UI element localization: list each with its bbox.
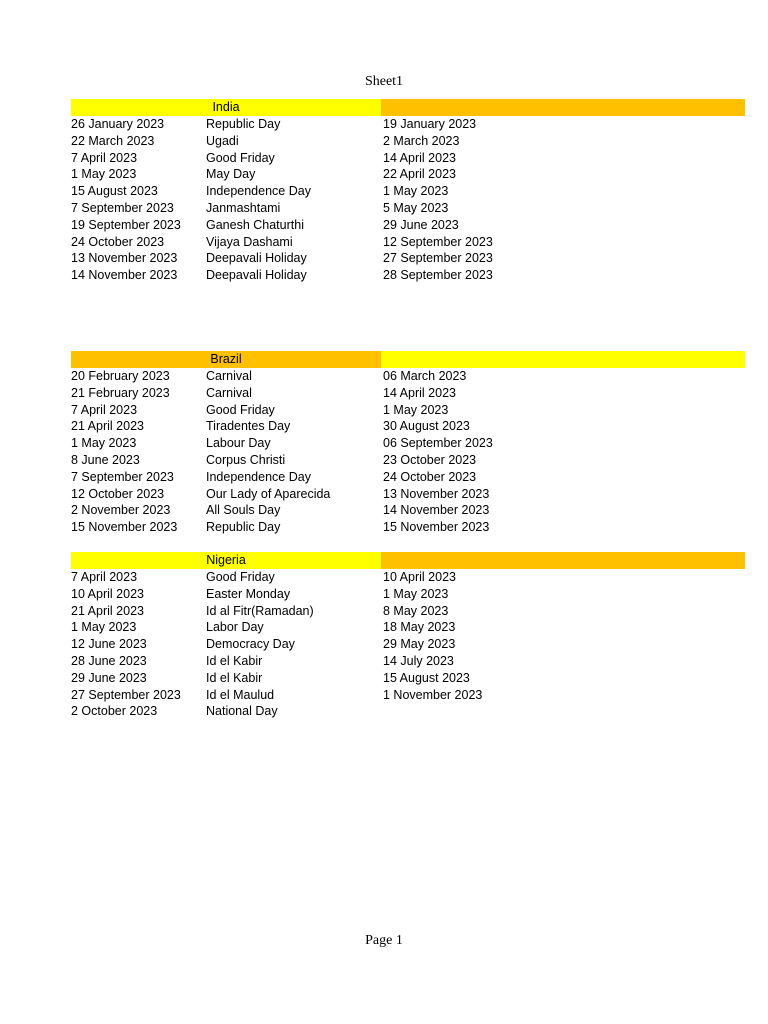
holiday-name-cell[interactable]: Labor Day: [206, 620, 264, 635]
table-row: [71, 586, 745, 603]
alt-date-cell[interactable]: 10 April 2023: [383, 570, 456, 584]
table-row: [71, 636, 745, 653]
alt-date-cell[interactable]: 29 June 2023: [383, 217, 459, 232]
holiday-name-cell[interactable]: Good Friday: [206, 570, 275, 584]
table-row: [71, 200, 745, 217]
holiday-date-cell[interactable]: 22 March 2023: [71, 133, 155, 148]
holiday-name-cell[interactable]: Deepavali Holiday: [206, 268, 307, 283]
holiday-name-cell[interactable]: Id al Fitr(Ramadan): [206, 603, 314, 618]
holiday-date-cell[interactable]: 27 September 2023: [71, 687, 181, 702]
section-brazil: [71, 351, 745, 536]
alt-date-cell[interactable]: 1 May 2023: [383, 184, 449, 199]
sheet-title: Sheet1: [364, 74, 404, 89]
holiday-name-cell[interactable]: Vijaya Dashami: [206, 234, 293, 249]
holiday-rows: [71, 116, 745, 284]
holiday-date-cell[interactable]: 14 November 2023: [71, 268, 178, 283]
country-label: Nigeria: [206, 553, 246, 567]
holiday-date-cell[interactable]: 29 June 2023: [71, 670, 147, 685]
holiday-date-cell[interactable]: 19 September 2023: [71, 217, 181, 232]
holiday-name-cell[interactable]: Republic Day: [206, 117, 281, 131]
holiday-name-cell[interactable]: Good Friday: [206, 150, 275, 165]
alt-date-cell[interactable]: 27 September 2023: [383, 251, 493, 266]
holiday-name-cell[interactable]: Janmashtami: [206, 200, 281, 215]
alt-date-cell[interactable]: 28 September 2023: [383, 268, 493, 283]
table-row: [71, 469, 745, 486]
alt-date-cell[interactable]: 1 May 2023: [383, 402, 449, 417]
holiday-date-cell[interactable]: 13 November 2023: [71, 251, 178, 266]
alt-date-cell[interactable]: 23 October 2023: [383, 452, 477, 467]
holiday-date-cell[interactable]: 1 May 2023: [71, 167, 137, 182]
holiday-rows: [71, 569, 745, 720]
holiday-date-cell[interactable]: 7 April 2023: [71, 150, 138, 165]
holiday-rows: [71, 368, 745, 536]
section-header: [71, 552, 745, 569]
section-nigeria: [71, 552, 745, 720]
alt-date-cell[interactable]: 1 May 2023: [383, 586, 449, 601]
alt-date-cell[interactable]: 15 August 2023: [383, 670, 470, 685]
alt-date-cell[interactable]: 24 October 2023: [383, 469, 477, 484]
header-right-cell[interactable]: [381, 351, 745, 368]
holiday-name-cell[interactable]: May Day: [206, 167, 256, 182]
alt-date-cell[interactable]: 18 May 2023: [383, 620, 456, 635]
table-row: [71, 603, 745, 620]
table-row: [71, 385, 745, 402]
holiday-name-cell[interactable]: Carnival: [206, 369, 252, 383]
alt-date-cell[interactable]: 29 May 2023: [383, 637, 456, 652]
section-india: [71, 99, 745, 284]
holiday-date-cell[interactable]: 8 June 2023: [71, 452, 140, 467]
holiday-name-cell[interactable]: Carnival: [206, 385, 252, 400]
table-row: [71, 402, 745, 419]
holiday-name-cell[interactable]: Tiradentes Day: [206, 419, 291, 434]
table-row: [71, 150, 745, 167]
holiday-name-cell[interactable]: Id el Kabir: [206, 653, 263, 668]
alt-date-cell[interactable]: 15 November 2023: [383, 520, 490, 535]
holiday-name-cell[interactable]: Id el Maulud: [206, 687, 275, 702]
table-row: [71, 452, 745, 469]
holiday-name-cell[interactable]: Deepavali Holiday: [206, 251, 307, 266]
holiday-date-cell[interactable]: 21 April 2023: [71, 603, 144, 618]
holiday-date-cell[interactable]: 1 May 2023: [71, 436, 137, 451]
holiday-name-cell[interactable]: Our Lady of Aparecida: [206, 486, 331, 501]
header-right-cell[interactable]: [381, 552, 745, 569]
holiday-name-cell[interactable]: Id el Kabir: [206, 670, 263, 685]
holiday-date-cell[interactable]: 7 April 2023: [71, 570, 138, 584]
holiday-date-cell[interactable]: 20 February 2023: [71, 369, 170, 383]
table-row: [71, 670, 745, 687]
table-row: [71, 166, 745, 183]
alt-date-cell[interactable]: 8 May 2023: [383, 603, 449, 618]
holiday-name-cell[interactable]: Easter Monday: [206, 586, 291, 601]
table-row: [71, 435, 745, 452]
table-row: [71, 133, 745, 150]
alt-date-cell[interactable]: 06 September 2023: [383, 436, 493, 451]
table-row: [71, 234, 745, 251]
holiday-name-cell[interactable]: Labour Day: [206, 436, 271, 451]
holiday-date-cell[interactable]: 26 January 2023: [71, 117, 165, 131]
holiday-date-cell[interactable]: 12 October 2023: [71, 486, 165, 501]
alt-date-cell[interactable]: 14 November 2023: [383, 503, 490, 518]
holiday-name-cell[interactable]: Independence Day: [206, 184, 311, 199]
country-label: India: [212, 100, 240, 114]
country-label: Brazil: [210, 352, 242, 366]
holiday-name-cell[interactable]: All Souls Day: [206, 503, 281, 518]
holiday-date-cell[interactable]: 1 May 2023: [71, 620, 137, 635]
alt-date-cell[interactable]: 5 May 2023: [383, 200, 449, 215]
section-header: [71, 351, 745, 368]
holiday-date-cell[interactable]: 12 June 2023: [71, 637, 147, 652]
holiday-date-cell[interactable]: 7 September 2023: [71, 200, 174, 215]
alt-date-cell[interactable]: 14 April 2023: [383, 385, 456, 400]
alt-date-cell[interactable]: 30 August 2023: [383, 419, 470, 434]
table-row: [71, 486, 745, 503]
page-footer: Page 1: [365, 933, 403, 948]
holiday-date-cell[interactable]: 21 February 2023: [71, 385, 170, 400]
holiday-name-cell[interactable]: Democracy Day: [206, 637, 295, 652]
alt-date-cell[interactable]: 14 July 2023: [383, 653, 454, 668]
holiday-name-cell[interactable]: Ugadi: [206, 133, 239, 148]
section-header: [71, 99, 745, 116]
alt-date-cell[interactable]: 19 January 2023: [383, 117, 477, 131]
alt-date-cell[interactable]: 2 March 2023: [383, 133, 460, 148]
holiday-date-cell[interactable]: 10 April 2023: [71, 586, 144, 601]
holiday-date-cell[interactable]: 7 September 2023: [71, 469, 174, 484]
table-row: [71, 418, 745, 435]
table-row: [71, 519, 745, 536]
holiday-date-cell[interactable]: 15 August 2023: [71, 184, 158, 199]
holiday-name-cell[interactable]: Corpus Christi: [206, 452, 286, 467]
table-row: [71, 116, 745, 133]
holiday-date-cell[interactable]: 2 November 2023: [71, 503, 171, 518]
alt-date-cell[interactable]: 14 April 2023: [383, 150, 456, 165]
table-row: [71, 368, 745, 385]
holiday-name-cell[interactable]: Republic Day: [206, 520, 281, 535]
table-row: [71, 619, 745, 636]
table-row: [71, 250, 745, 267]
table-row: [71, 703, 745, 720]
table-row: [71, 687, 745, 704]
holiday-date-cell[interactable]: 15 November 2023: [71, 520, 178, 535]
alt-date-cell[interactable]: 13 November 2023: [383, 486, 490, 501]
table-row: [71, 183, 745, 200]
alt-date-cell[interactable]: 1 November 2023: [383, 687, 483, 702]
holiday-name-cell[interactable]: Ganesh Chaturthi: [206, 217, 304, 232]
header-right-cell[interactable]: [381, 99, 745, 116]
holiday-name-cell[interactable]: Independence Day: [206, 469, 311, 484]
holiday-date-cell[interactable]: 7 April 2023: [71, 402, 138, 417]
table-row: [71, 267, 745, 284]
holiday-date-cell[interactable]: 21 April 2023: [71, 419, 144, 434]
table-row: [71, 653, 745, 670]
alt-date-cell[interactable]: 22 April 2023: [383, 167, 456, 182]
alt-date-cell[interactable]: 12 September 2023: [383, 234, 493, 249]
holiday-date-cell[interactable]: 28 June 2023: [71, 653, 147, 668]
holiday-date-cell[interactable]: 2 October 2023: [71, 704, 158, 719]
holiday-date-cell[interactable]: 24 October 2023: [71, 234, 165, 249]
table-row: [71, 217, 745, 234]
table-row: [71, 502, 745, 519]
holiday-name-cell[interactable]: Good Friday: [206, 402, 275, 417]
alt-date-cell[interactable]: 06 March 2023: [383, 369, 467, 383]
holiday-name-cell[interactable]: National Day: [206, 704, 278, 719]
table-row: [71, 569, 745, 586]
